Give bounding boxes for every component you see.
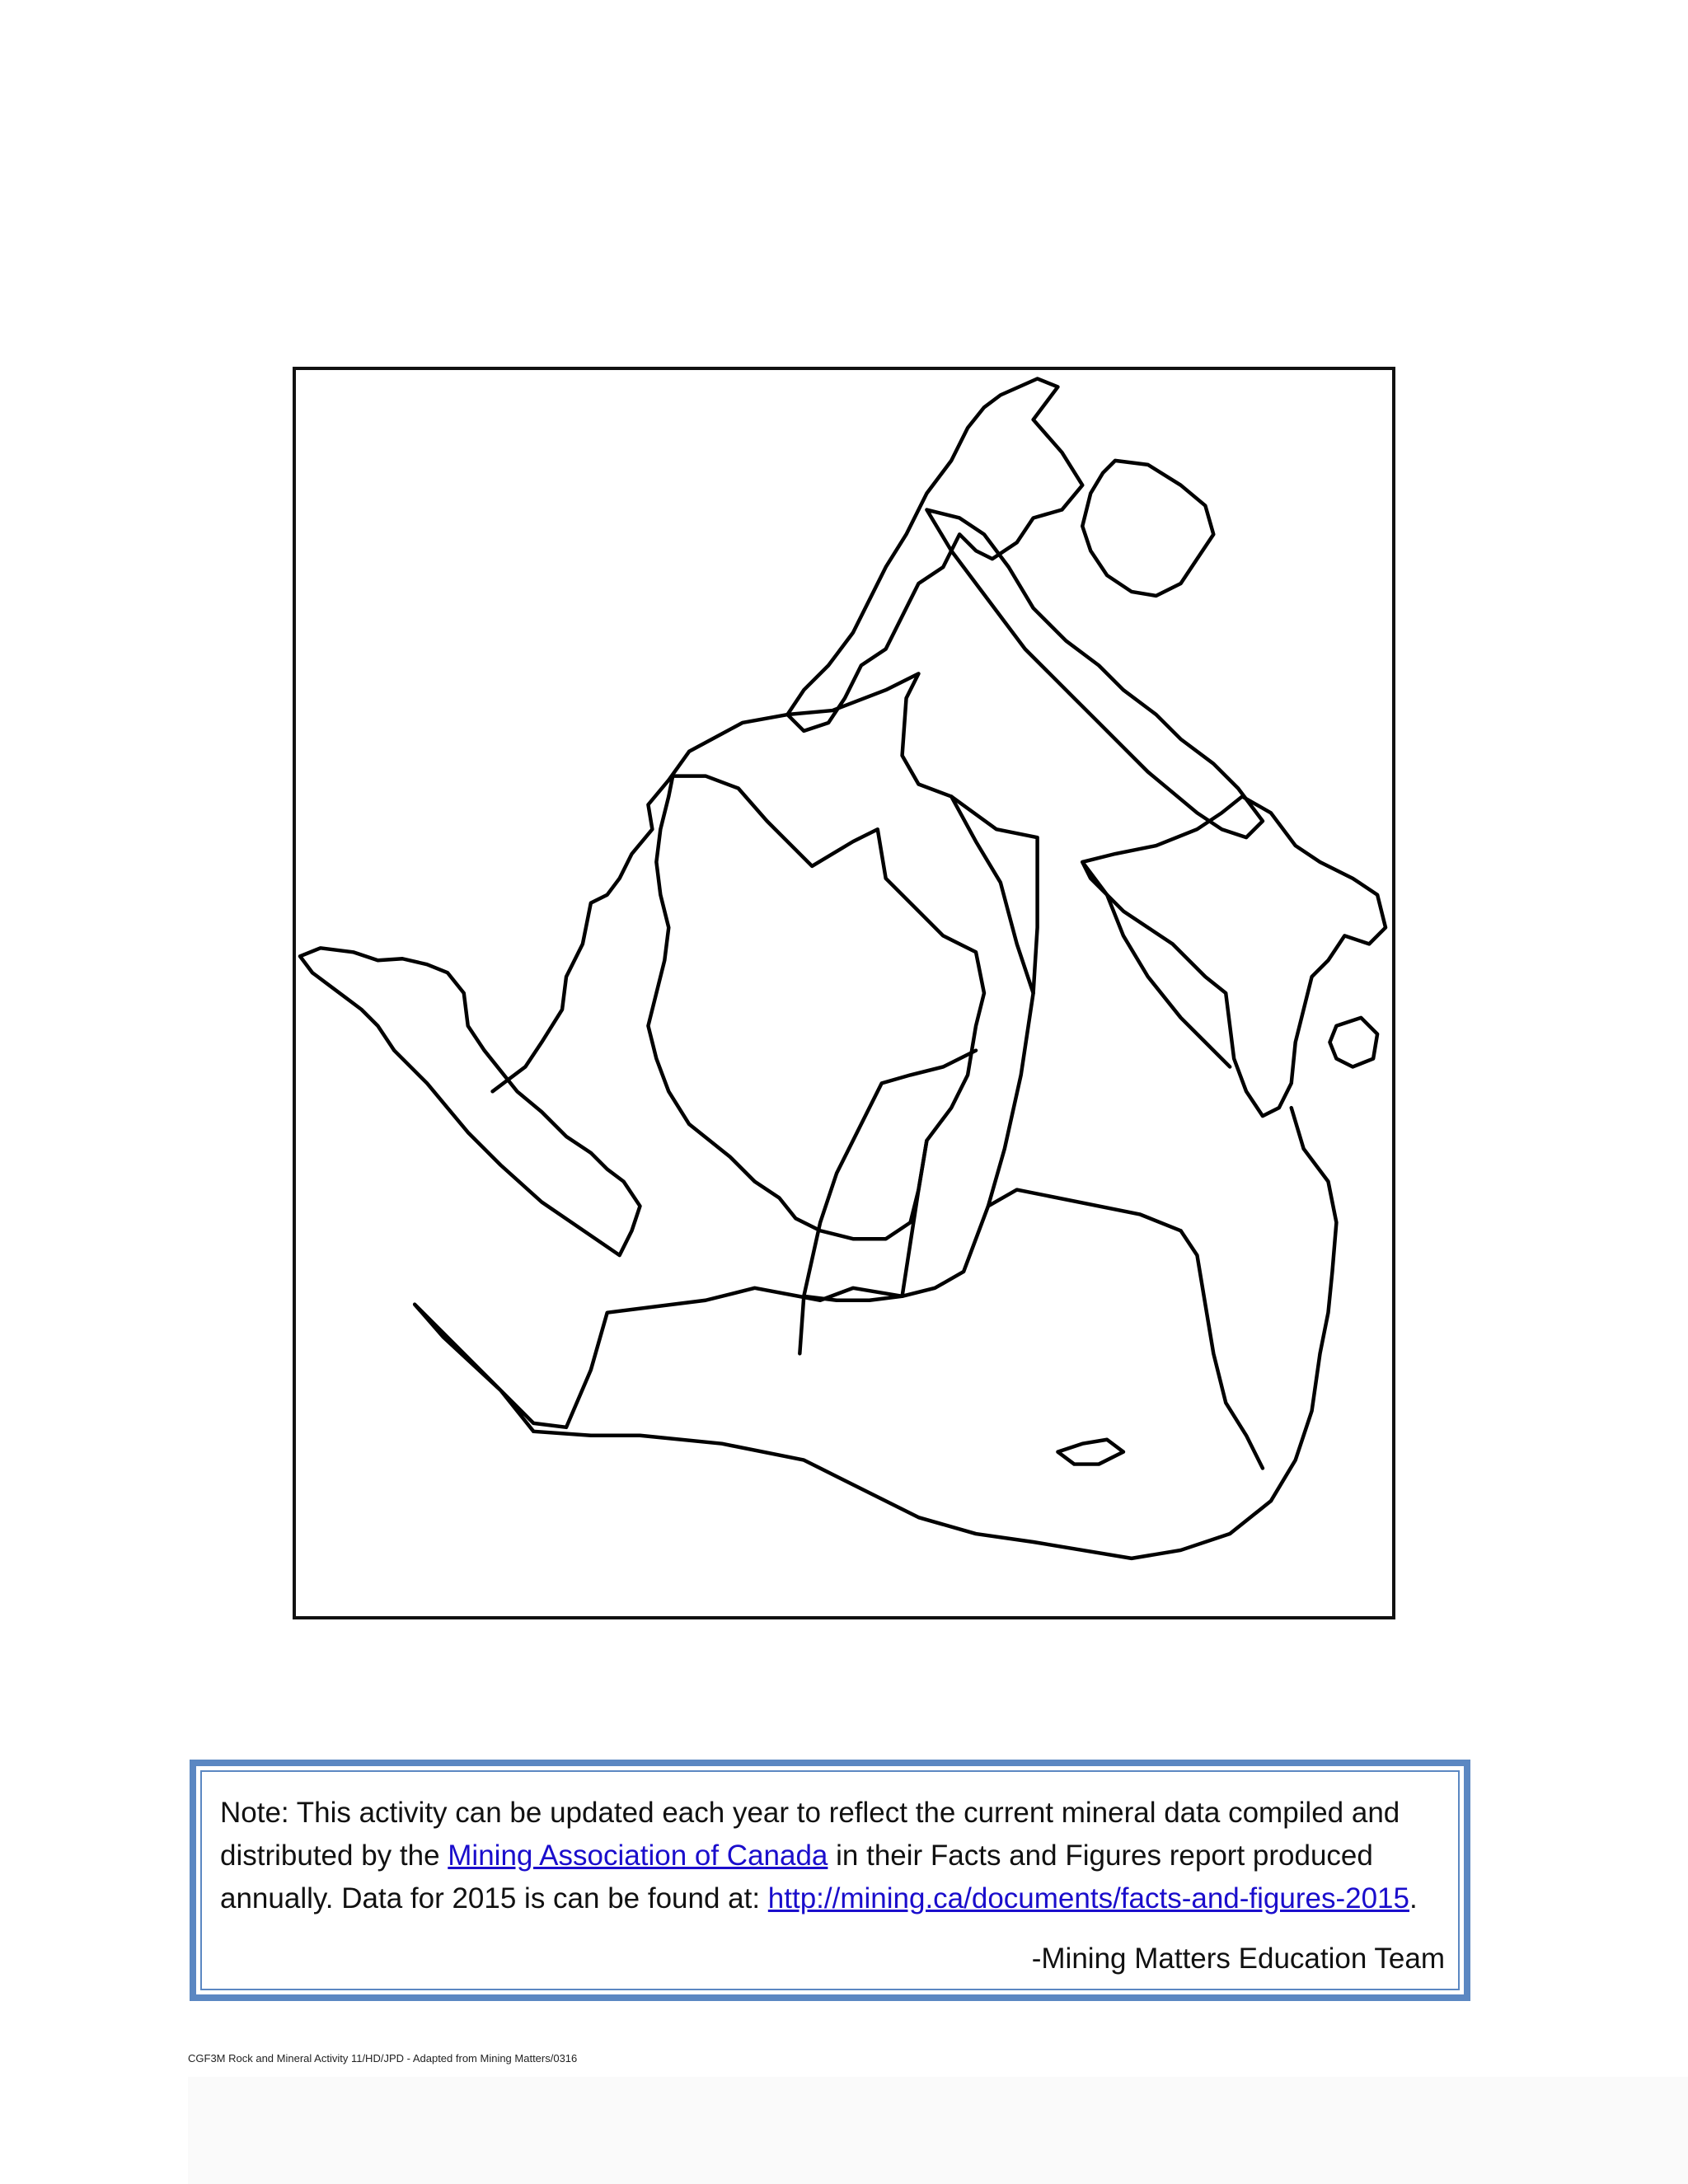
note-box [190, 1760, 1470, 2001]
mining-association-link[interactable]: Mining Association of Canada [448, 1840, 828, 1872]
boundary-qc-lab [1082, 862, 1230, 1067]
facts-figures-link[interactable]: http://mining.ca/documents/facts-and-figures-2015 [767, 1882, 1409, 1915]
boundary-ab-sk [804, 1296, 902, 1301]
ellesmere-island [1082, 461, 1213, 596]
boundary-bc-ab [799, 1051, 976, 1354]
boundary-sk-mb [903, 1141, 927, 1296]
note-prefix: Note: This activity can be updated each year to reflect the current mineral data compiled and distributed by the [220, 1797, 1400, 1872]
newfoundland [1329, 1018, 1377, 1067]
southern-border [533, 1108, 1336, 1558]
canada-mainland [415, 673, 1037, 1431]
great-lakes [1057, 1440, 1123, 1465]
canada-outline-map-icon [296, 370, 1392, 1616]
note-paragraph [220, 1792, 1440, 1920]
labrador-coast [1082, 796, 1386, 1116]
note-middle: in their Facts and Figures report produced annually. Data for 2015 is can be found at: [220, 1840, 1373, 1915]
bottom-shade [188, 2077, 1688, 2184]
note-suffix: . [1409, 1882, 1418, 1915]
signature: -Mining Matters Education Team [1031, 1943, 1445, 1975]
boundary-on-qc [1181, 1230, 1263, 1468]
arctic-islands [787, 378, 1082, 730]
boundary-mb-on [988, 1190, 1181, 1231]
note-inner-border [200, 1770, 1460, 1990]
canada-map-frame [293, 367, 1395, 1619]
footer-text: CGF3M Rock and Mineral Activity 11/HD/JPD - Adapted from Mining Matters/0316 [188, 2052, 578, 2064]
hudson-bay [648, 776, 984, 1240]
canada-coastline [300, 948, 640, 1255]
